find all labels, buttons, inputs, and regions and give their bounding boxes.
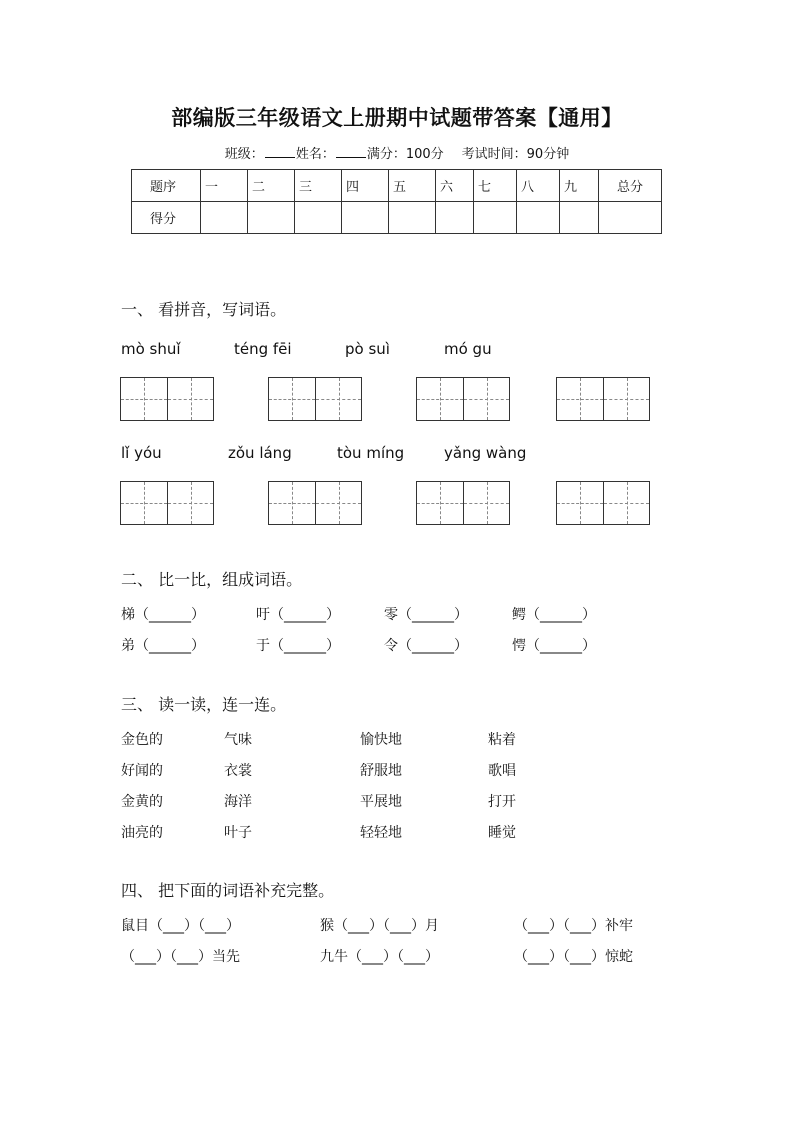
match-word[interactable]: 海洋 [224,794,252,810]
idiom-item: 九牛（___）（___） [320,949,439,965]
compare-item: 弟（______） [121,638,205,654]
score-cell[interactable] [389,202,436,234]
match-word[interactable]: 衣裳 [224,763,252,779]
writing-grid[interactable] [416,481,510,525]
pinyin-label: zǒu láng [228,444,292,462]
table-cell: 六 [436,170,474,202]
score-cell[interactable] [201,202,248,234]
class-blank[interactable] [265,146,295,158]
match-word[interactable]: 粘着 [488,732,516,748]
match-word[interactable]: 舒服地 [360,763,402,779]
table-cell: 五 [389,170,436,202]
match-word[interactable]: 气味 [224,732,252,748]
section-3-heading: 三、 读一读，连一连。 [121,695,287,714]
score-table-score-row [132,202,662,234]
section-2-heading: 二、 比一比，组成词语。 [121,570,303,589]
score-cell[interactable] [295,202,342,234]
writing-grid[interactable] [268,377,362,421]
pinyin-label: pò suì [345,340,390,358]
score-table [131,169,662,234]
writing-grid[interactable] [556,377,650,421]
pinyin-label: mó gu [444,340,492,358]
match-word[interactable]: 平展地 [360,794,402,810]
full-score-label: 满分：100分 [366,147,444,162]
compare-item: 于（______） [256,638,340,654]
score-cell[interactable] [517,202,560,234]
score-cell[interactable] [474,202,517,234]
writing-grid[interactable] [120,377,214,421]
table-cell: 三 [295,170,342,202]
idiom-item: （___）（___）补牢 [514,918,633,934]
match-word[interactable]: 金色的 [121,732,163,748]
exam-info-line [0,143,794,162]
writing-grid[interactable] [556,481,650,525]
name-blank[interactable] [336,146,366,158]
idiom-item: （___）（___）惊蛇 [514,949,633,965]
table-cell: 一 [201,170,248,202]
pinyin-label: yǎng wàng [444,444,527,462]
section-1-heading: 一、 看拼音，写词语。 [121,300,287,319]
table-cell: 四 [342,170,389,202]
compare-item: 愕（______） [512,638,596,654]
table-cell: 七 [474,170,517,202]
match-word[interactable]: 轻轻地 [360,825,402,841]
pinyin-label: mò shuǐ [121,340,181,358]
match-word[interactable]: 油亮的 [121,825,163,841]
match-word[interactable]: 愉快地 [360,732,402,748]
compare-item: 令（______） [384,638,468,654]
table-cell: 九 [560,170,599,202]
pinyin-label: lǐ yóu [121,444,162,462]
writing-grid[interactable] [120,481,214,525]
compare-item: 梯（______） [121,607,205,623]
pinyin-label: téng fēi [234,340,292,358]
name-label: 姓名： [295,147,335,162]
match-word[interactable]: 歌唱 [488,763,516,779]
score-cell[interactable] [248,202,295,234]
match-word[interactable]: 好闻的 [121,763,163,779]
section-4-heading: 四、 把下面的词语补充完整。 [121,881,335,900]
table-cell: 八 [517,170,560,202]
table-cell: 得分 [132,202,201,234]
match-word[interactable]: 金黄的 [121,794,163,810]
idiom-item: 鼠目（___）（___） [121,918,240,934]
score-cell[interactable] [342,202,389,234]
page-title: 部编版三年级语文上册期中试题带答案【通用】 [171,106,623,130]
compare-item: 鳄（______） [512,607,596,623]
score-cell[interactable] [560,202,599,234]
idiom-item: 猴（___）（___）月 [320,918,439,934]
table-cell: 二 [248,170,295,202]
compare-item: 零（______） [384,607,468,623]
match-word[interactable]: 睡觉 [488,825,516,841]
table-cell: 题序 [132,170,201,202]
class-label: 班级： [224,147,264,162]
score-table-header-row [132,170,662,202]
writing-grid[interactable] [268,481,362,525]
match-word[interactable]: 叶子 [224,825,252,841]
idiom-item: （___）（___）当先 [121,949,240,965]
match-word[interactable]: 打开 [488,794,516,810]
writing-grid[interactable] [416,377,510,421]
score-cell[interactable] [599,202,662,234]
compare-item: 吁（______） [256,607,340,623]
pinyin-label: tòu míng [337,444,405,462]
exam-time-label: 考试时间：90分钟 [461,147,570,162]
table-cell: 总分 [599,170,662,202]
score-cell[interactable] [436,202,474,234]
